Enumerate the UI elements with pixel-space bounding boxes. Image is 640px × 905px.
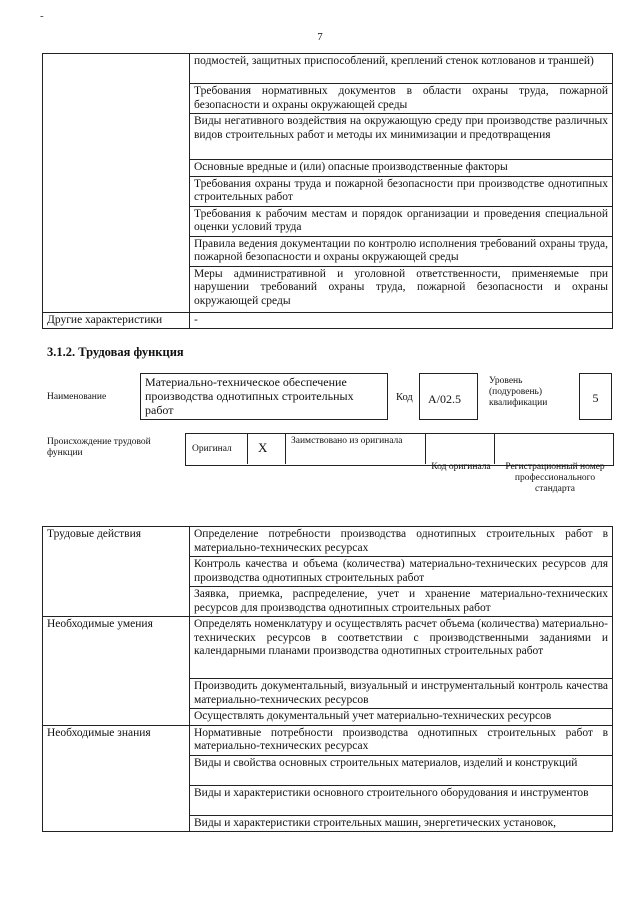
origin-divider: [425, 433, 426, 464]
group-item: Осуществлять документальный учет материально-технических ресурсов: [190, 709, 613, 726]
origin-divider: [247, 433, 248, 464]
origin-divider: [285, 433, 286, 464]
origin-divider: [494, 433, 495, 464]
group-label: Необходимые умения: [43, 617, 190, 726]
group-item: Нормативные потребности производства однотипных строительных работ в материально-технических ресурсах: [190, 725, 613, 755]
origin-label: Происхождение трудовой функции: [47, 437, 151, 458]
top-table-row: Меры административной и уголовной ответственности, применяемые при нарушении требований охраны труда, пожарной безопасности и охраны окружающей среды: [190, 266, 613, 312]
top-table: [42, 53, 613, 329]
page-number: 7: [317, 31, 323, 43]
other-characteristics-label: Другие характеристики: [43, 312, 190, 329]
top-table-row: Требования нормативных документов в области охраны труда, пожарной безопасности и охраны окружающей среды: [190, 84, 613, 114]
code-caption: Код оригинала: [431, 462, 491, 472]
code-label: Код: [396, 392, 413, 403]
group-item: Виды и характеристики основного строительного оборудования и инструментов: [190, 785, 613, 815]
top-table-row: Основные вредные и (или) опасные производственные факторы: [190, 160, 613, 177]
reg-caption: Регистрационный номер профессионального стандарта: [505, 462, 605, 494]
name-label: Наименование: [47, 392, 107, 402]
section-title: 3.1.2. Трудовая функция: [47, 345, 184, 359]
group-item: Определение потребности производства однотипных строительных работ в материально-технических ресурсах: [190, 527, 613, 557]
other-characteristics-value: -: [190, 312, 613, 329]
group-label: Необходимые знания: [43, 725, 190, 832]
group-item: Виды и свойства основных строительных материалов, изделий и конструкций: [190, 755, 613, 785]
top-table-row: подмостей, защитных приспособлений, креплений стенок котлованов и траншей): [190, 54, 613, 84]
margin-mark: -: [40, 10, 44, 22]
level-label: Уровень (подуровень) квалификации: [489, 376, 548, 408]
original-label: Оригинал: [192, 444, 232, 454]
borrowed-label: Заимствовано из оригинала: [291, 436, 403, 446]
top-table-row: Требования к рабочим местам и порядок организации и проведения специальной оценки условий труда: [190, 206, 613, 236]
top-table-row: Требования охраны труда и пожарной безопасности при производстве однотипных строительных работ: [190, 176, 613, 206]
level-value: 5: [579, 373, 612, 420]
top-table-row: Виды негативного воздействия на окружающую среду при производстве различных видов строительных работ и методы их минимизации и предотвращения: [190, 114, 613, 160]
group-item: Определять номенклатуру и осуществлять расчет объема (количества) материально-технических ресурсов в соответствии с производственными заданиями и календарными планами производства однотипных строительных работ: [190, 617, 613, 679]
group-item: Контроль качества и объема (количества) материально-технических ресурсов для производства однотипных строительных работ: [190, 557, 613, 587]
group-item: Производить документальный, визуальный и инструментальный контроль качества материально-технических ресурсов: [190, 679, 613, 709]
group-item: Виды и характеристики строительных машин, энергетических установок,: [190, 815, 613, 832]
top-table-row: Правила ведения документации по контролю исполнения требований охраны труда, пожарной безопасности и охраны окружающей среды: [190, 236, 613, 266]
code-value: A/02.5: [419, 373, 478, 420]
group-item: Заявка, приемка, распределение, учет и хранение материально-технических ресурсов для производства однотипных строительных работ: [190, 587, 613, 617]
name-value: Материально-техническое обеспечение производства однотипных строительных работ: [140, 373, 388, 420]
original-mark: X: [258, 440, 268, 455]
group-label: Трудовые действия: [43, 527, 190, 617]
main-table: [42, 526, 613, 832]
top-table-left-cell: [43, 54, 190, 313]
